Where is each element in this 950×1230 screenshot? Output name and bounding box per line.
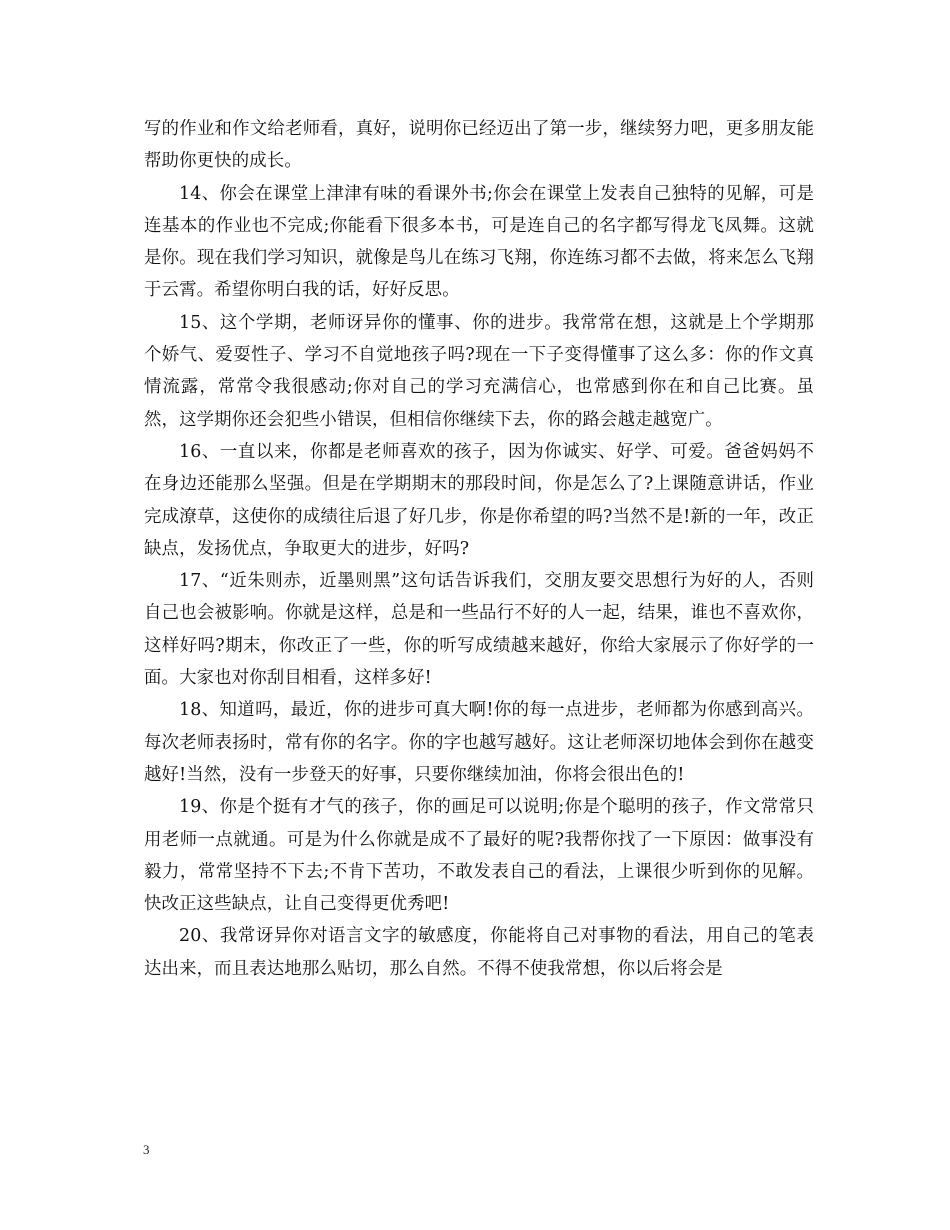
- paragraph-17: 17、“近朱则赤，近墨则黑”这句话告诉我们，交朋友要交思想行为好的人，否则自己也会被影响。你就是这样，总是和一些品行不好的人一起，结果，谁也不喜欢你，这样好吗?期末，你改正了一些，你的听写成绩越来越好，你给大家展示了你好学的一面。大家也对你刮目相看，这样多好!: [144, 571, 814, 689]
- paragraph-continuation: 写的作业和作文给老师看，真好，说明你已经迈出了第一步，继续努力吧，更多朋友能帮助你更快的成长。: [144, 119, 814, 172]
- paragraph-19: 19、你是个挺有才气的孩子，你的画足可以说明;你是个聪明的孩子，作文常常只用老师一点就通。可是为什么你就是成不了最好的呢?我帮你找了一下原因：做事没有毅力，常常坚持不下去;不肯下苦功，不敢发表自己的看法，上课很少听到你的见解。快改正这些缺点，让自己变得更优秀吧!: [144, 797, 814, 915]
- paragraph-20: 20、我常讶异你对语言文字的敏感度，你能将自己对事物的看法，用自己的笔表达出来，而且表达地那么贴切，那么自然。不得不使我常想，你以后将会是: [144, 926, 814, 979]
- document-body: [144, 113, 814, 985]
- paragraph-14: 14、你会在课堂上津津有味的看课外书;你会在课堂上发表自己独特的见解，可是连基本的作业也不完成;你能看下很多本书，可是连自己的名字都写得龙飞凤舞。这就是你。现在我们学习知识，就像是鸟儿在练习飞翔，你连练习都不去做，将来怎么飞翔于云霄。希望你明白我的话，好好反思。: [144, 183, 814, 301]
- paragraph-15: 15、这个学期，老师讶异你的懂事、你的进步。我常常在想，这就是上个学期那个娇气、爱耍性子、学习不自觉地孩子吗?现在一下子变得懂事了这么多：你的作文真情流露，常常令我很感动;你对自己的学习充满信心，也常感到你在和自己比赛。虽然，这学期你还会犯些小错误，但相信你继续下去，你的路会越走越宽广。: [144, 312, 814, 430]
- page-number: 3: [143, 1142, 150, 1157]
- paragraph-16: 16、一直以来，你都是老师喜欢的孩子，因为你诚实、好学、可爱。爸爸妈妈不在身边还能那么坚强。但是在学期期末的那段时间，你是怎么了?上课随意讲话，作业完成潦草，这使你的成绩往后退了好几步，你是你希望的吗?当然不是!新的一年，改正缺点，发扬优点，争取更大的进步，好吗?: [144, 441, 814, 559]
- paragraph-18: 18、知道吗，最近，你的进步可真大啊!你的每一点进步，老师都为你感到高兴。每次老师表扬时，常有你的名字。你的字也越写越好。这让老师深切地体会到你在越变越好!当然，没有一步登天的好事，只要你继续加油，你将会很出色的!: [144, 700, 814, 785]
